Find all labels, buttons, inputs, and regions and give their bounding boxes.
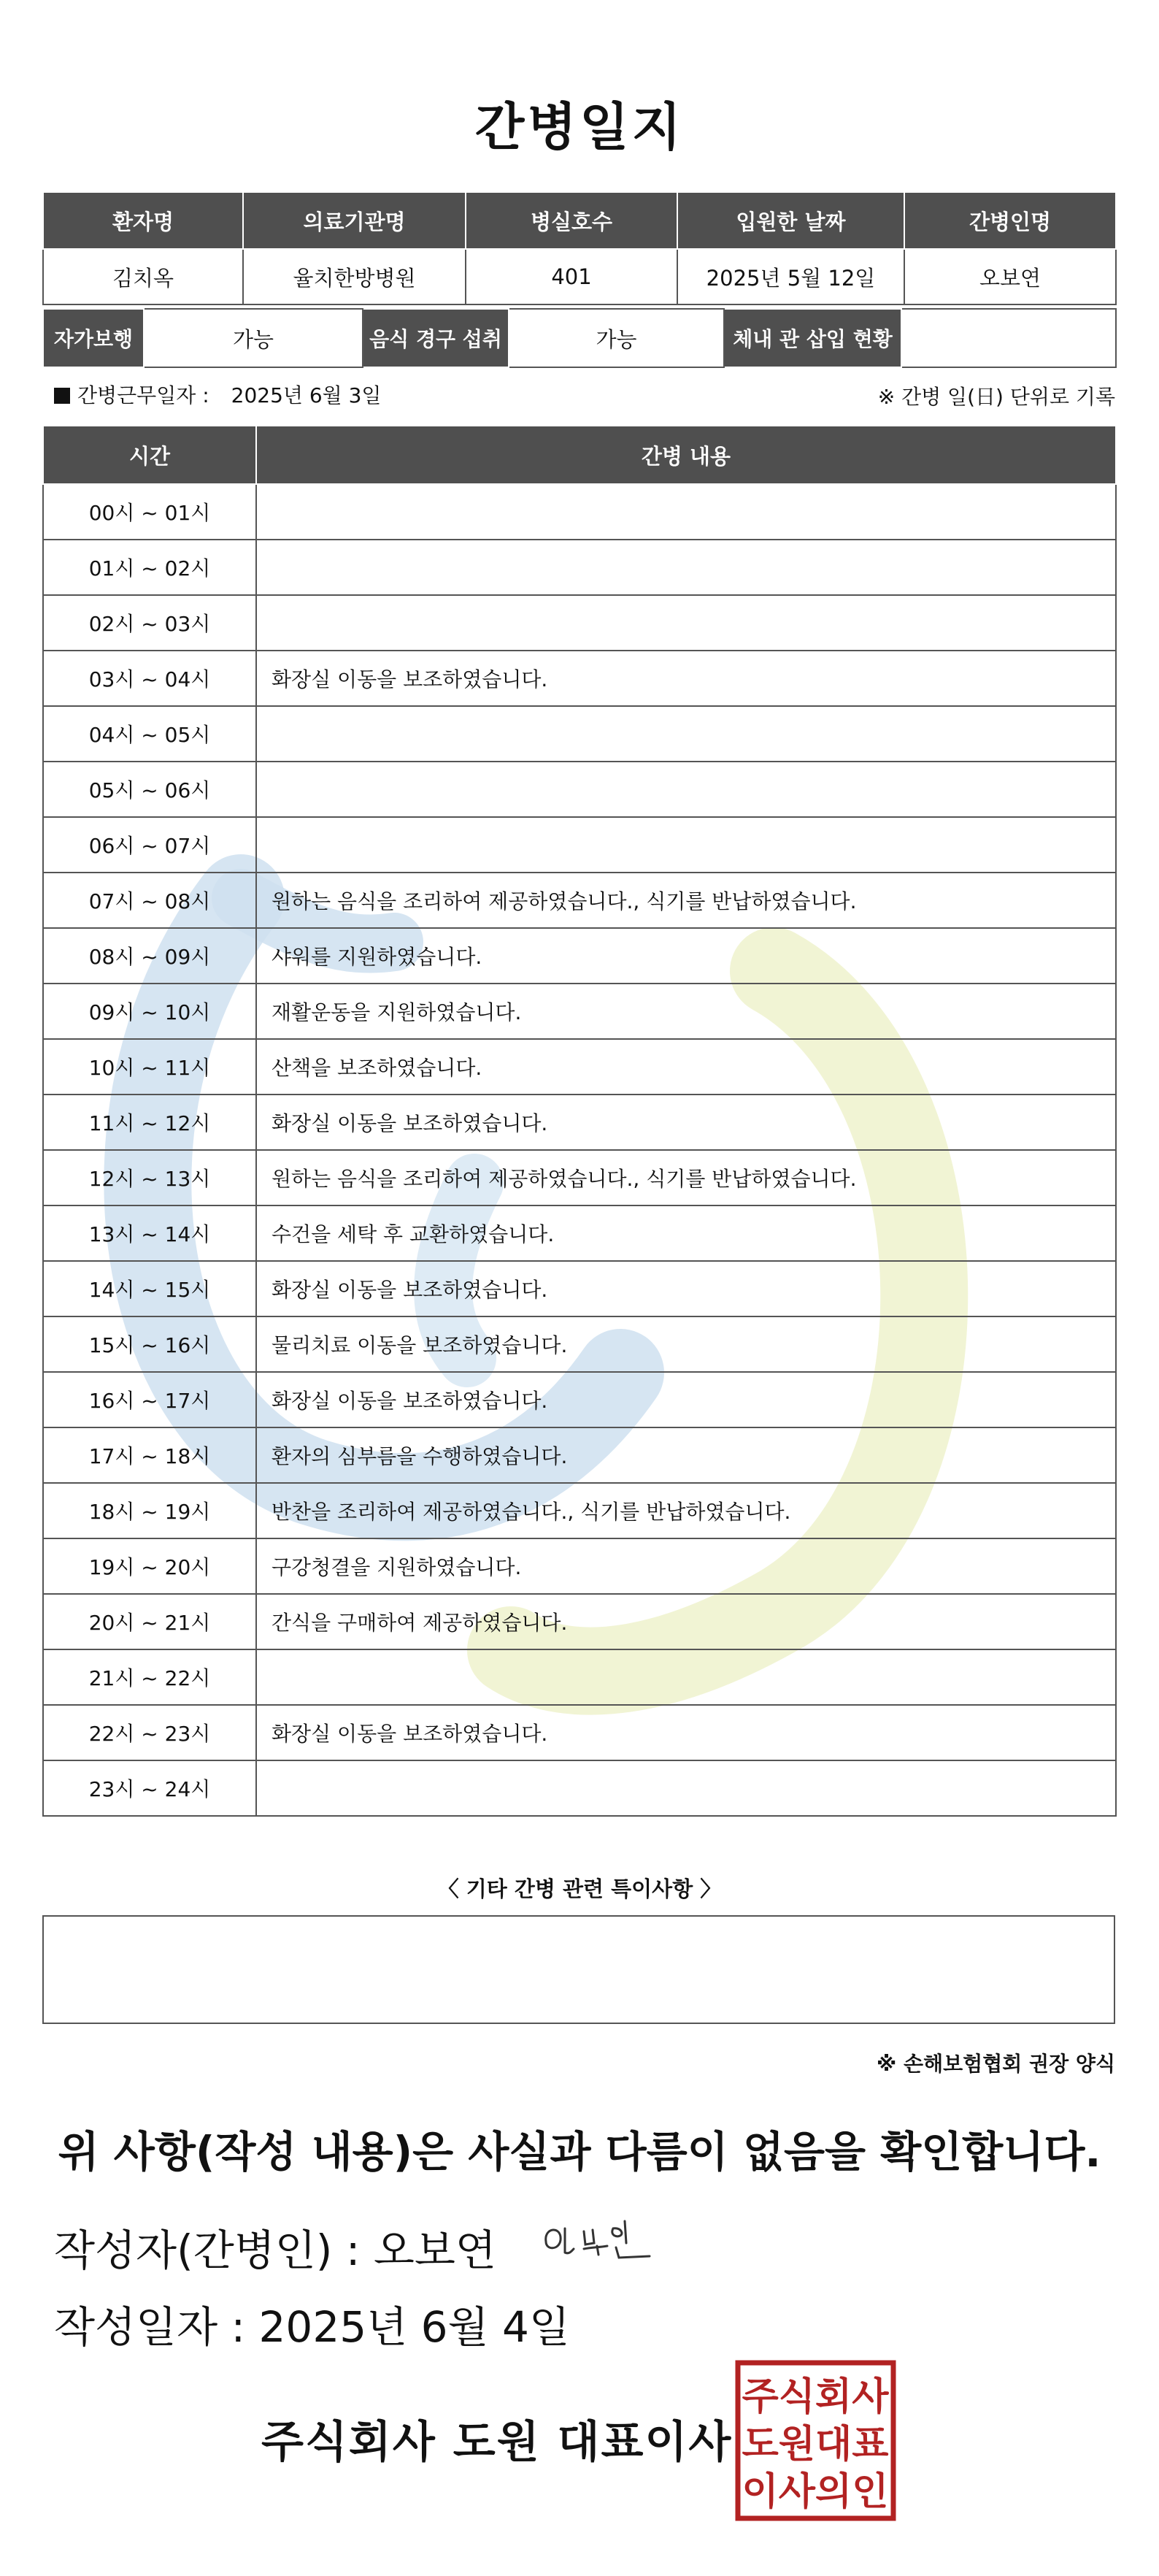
table-row <box>43 762 1116 817</box>
care-content-cell <box>256 706 1116 762</box>
writer-name: 오보연 <box>373 2226 496 2275</box>
care-content-cell: 샤워를 지원하였습니다. <box>256 928 1116 984</box>
care-content-cell: 물리치료 이동을 보조하였습니다. <box>256 1316 1116 1372</box>
table-row <box>43 1649 1116 1705</box>
patient-name: 김치옥 <box>43 249 243 304</box>
table-row <box>43 1427 1116 1483</box>
svg-text:주식회사: 주식회사 <box>742 2375 889 2419</box>
room-number: 401 <box>466 249 677 304</box>
header-patient-name: 환자명 <box>43 192 243 249</box>
svg-text:이사의인: 이사의인 <box>742 2470 889 2514</box>
care-content-cell <box>256 595 1116 651</box>
care-content-cell <box>256 484 1116 540</box>
company-representative: 주식회사 도원 대표이사 <box>261 2417 733 2468</box>
table-row <box>43 984 1116 1039</box>
time-slot: 03시 ~ 04시 <box>43 651 256 706</box>
table-row <box>43 873 1116 928</box>
time-slot: 10시 ~ 11시 <box>43 1039 256 1095</box>
care-content-cell: 원하는 음식을 조리하여 제공하였습니다., 식기를 반납하였습니다. <box>256 873 1116 928</box>
patient-info-table <box>42 191 1117 305</box>
care-content-cell: 구강청결을 지원하였습니다. <box>256 1538 1116 1594</box>
care-content-cell: 반찬을 조리하여 제공하였습니다., 식기를 반납하였습니다. <box>256 1483 1116 1538</box>
table-row <box>43 706 1116 762</box>
time-slot: 19시 ~ 20시 <box>43 1538 256 1594</box>
time-slot: 21시 ~ 22시 <box>43 1649 256 1705</box>
care-content-cell <box>256 540 1116 595</box>
time-slot: 07시 ~ 08시 <box>43 873 256 928</box>
label-walking: 자가보행 <box>43 309 144 367</box>
special-notes-title: 〈 기타 간병 관련 특이사항 〉 <box>437 1877 722 1901</box>
patient-status-table <box>42 308 1117 368</box>
association-note: ※ 손해보험협회 권장 양식 <box>877 2052 1115 2076</box>
time-slot: 05시 ~ 06시 <box>43 762 256 817</box>
svg-text:도원대표: 도원대표 <box>742 2423 889 2466</box>
table-row <box>43 1760 1116 1816</box>
header-hospital-name: 의료기관명 <box>243 192 466 249</box>
company-seal-stamp <box>733 2358 898 2523</box>
confirmation-statement: 위 사항(작성 내용)은 사실과 다름이 없음을 확인합니다. <box>58 2127 1101 2177</box>
header-care-content: 간병 내용 <box>256 426 1116 484</box>
care-content-cell: 화장실 이동을 보조하였습니다. <box>256 1372 1116 1427</box>
table-row <box>43 540 1116 595</box>
writer-line <box>54 2216 496 2277</box>
header-admission-date: 입원한 날짜 <box>677 192 904 249</box>
write-date-label: 작성일자 : <box>54 2302 246 2352</box>
special-notes-box <box>42 1915 1115 2024</box>
table-row <box>43 1538 1116 1594</box>
header-caregiver-name: 간병인명 <box>904 192 1116 249</box>
table-row <box>43 928 1116 984</box>
care-content-cell: 화장실 이동을 보조하였습니다. <box>256 1705 1116 1760</box>
table-row <box>43 651 1116 706</box>
care-content-cell <box>256 1760 1116 1816</box>
care-content-cell: 화장실 이동을 보조하였습니다. <box>256 1261 1116 1316</box>
time-slot: 02시 ~ 03시 <box>43 595 256 651</box>
care-content-cell <box>256 817 1116 873</box>
time-slot: 08시 ~ 09시 <box>43 928 256 984</box>
care-content-cell: 산책을 보조하였습니다. <box>256 1039 1116 1095</box>
document-title: 간병일지 <box>474 97 685 157</box>
work-date-label: 간병근무일자 : <box>77 383 209 407</box>
care-content-cell <box>256 762 1116 817</box>
time-slot: 23시 ~ 24시 <box>43 1760 256 1816</box>
time-slot: 09시 ~ 10시 <box>43 984 256 1039</box>
header-time: 시간 <box>43 426 256 484</box>
table-row <box>43 1483 1116 1538</box>
care-content-cell: 원하는 음식을 조리하여 제공하였습니다., 식기를 반납하였습니다. <box>256 1150 1116 1205</box>
care-content-cell <box>256 1649 1116 1705</box>
hospital-name: 율치한방병원 <box>243 249 466 304</box>
table-row <box>43 1205 1116 1261</box>
table-row <box>43 1705 1116 1760</box>
table-row <box>43 817 1116 873</box>
writer-label: 작성자(간병인) : <box>54 2226 361 2275</box>
label-oral-intake: 음식 경구 섭취 <box>363 309 509 367</box>
care-content-cell: 환자의 심부름을 수행하였습니다. <box>256 1427 1116 1483</box>
signature-image <box>540 2212 671 2271</box>
care-log-table <box>42 425 1117 1817</box>
table-row <box>43 1261 1116 1316</box>
time-slot: 01시 ~ 02시 <box>43 540 256 595</box>
walking-status: 가능 <box>144 309 363 367</box>
work-date-value: 2025년 6월 3일 <box>231 383 382 407</box>
table-row <box>43 1316 1116 1372</box>
time-slot: 18시 ~ 19시 <box>43 1483 256 1538</box>
caregiver-name: 오보연 <box>904 249 1116 304</box>
table-row <box>43 1150 1116 1205</box>
work-date-line <box>54 380 381 409</box>
table-row <box>43 1095 1116 1150</box>
care-content-cell: 화장실 이동을 보조하였습니다. <box>256 651 1116 706</box>
time-slot: 22시 ~ 23시 <box>43 1705 256 1760</box>
write-date-line <box>54 2293 570 2354</box>
table-row <box>43 595 1116 651</box>
care-content-cell: 화장실 이동을 보조하였습니다. <box>256 1095 1116 1150</box>
square-bullet-icon <box>54 388 70 404</box>
time-slot: 13시 ~ 14시 <box>43 1205 256 1261</box>
table-row <box>43 1594 1116 1649</box>
admission-date: 2025년 5월 12일 <box>677 249 904 304</box>
table-row <box>43 1039 1116 1095</box>
time-slot: 06시 ~ 07시 <box>43 817 256 873</box>
header-room-number: 병실호수 <box>466 192 677 249</box>
time-slot: 00시 ~ 01시 <box>43 484 256 540</box>
write-date-value: 2025년 6월 4일 <box>258 2302 570 2352</box>
time-slot: 12시 ~ 13시 <box>43 1150 256 1205</box>
table-row <box>43 484 1116 540</box>
time-slot: 04시 ~ 05시 <box>43 706 256 762</box>
table-row <box>43 1372 1116 1427</box>
time-slot: 14시 ~ 15시 <box>43 1261 256 1316</box>
label-tube-insertion: 체내 관 삽입 현황 <box>724 309 901 367</box>
care-content-cell: 간식을 구매하여 제공하였습니다. <box>256 1594 1116 1649</box>
time-slot: 17시 ~ 18시 <box>43 1427 256 1483</box>
time-slot: 16시 ~ 17시 <box>43 1372 256 1427</box>
time-slot: 20시 ~ 21시 <box>43 1594 256 1649</box>
care-content-cell: 재활운동을 지원하였습니다. <box>256 984 1116 1039</box>
unit-note: ※ 간병 일(日) 단위로 기록 <box>877 385 1115 409</box>
oral-intake-status: 가능 <box>509 309 724 367</box>
care-content-cell: 수건을 세탁 후 교환하였습니다. <box>256 1205 1116 1261</box>
time-slot: 11시 ~ 12시 <box>43 1095 256 1150</box>
time-slot: 15시 ~ 16시 <box>43 1316 256 1372</box>
tube-insertion-status <box>901 309 1116 367</box>
